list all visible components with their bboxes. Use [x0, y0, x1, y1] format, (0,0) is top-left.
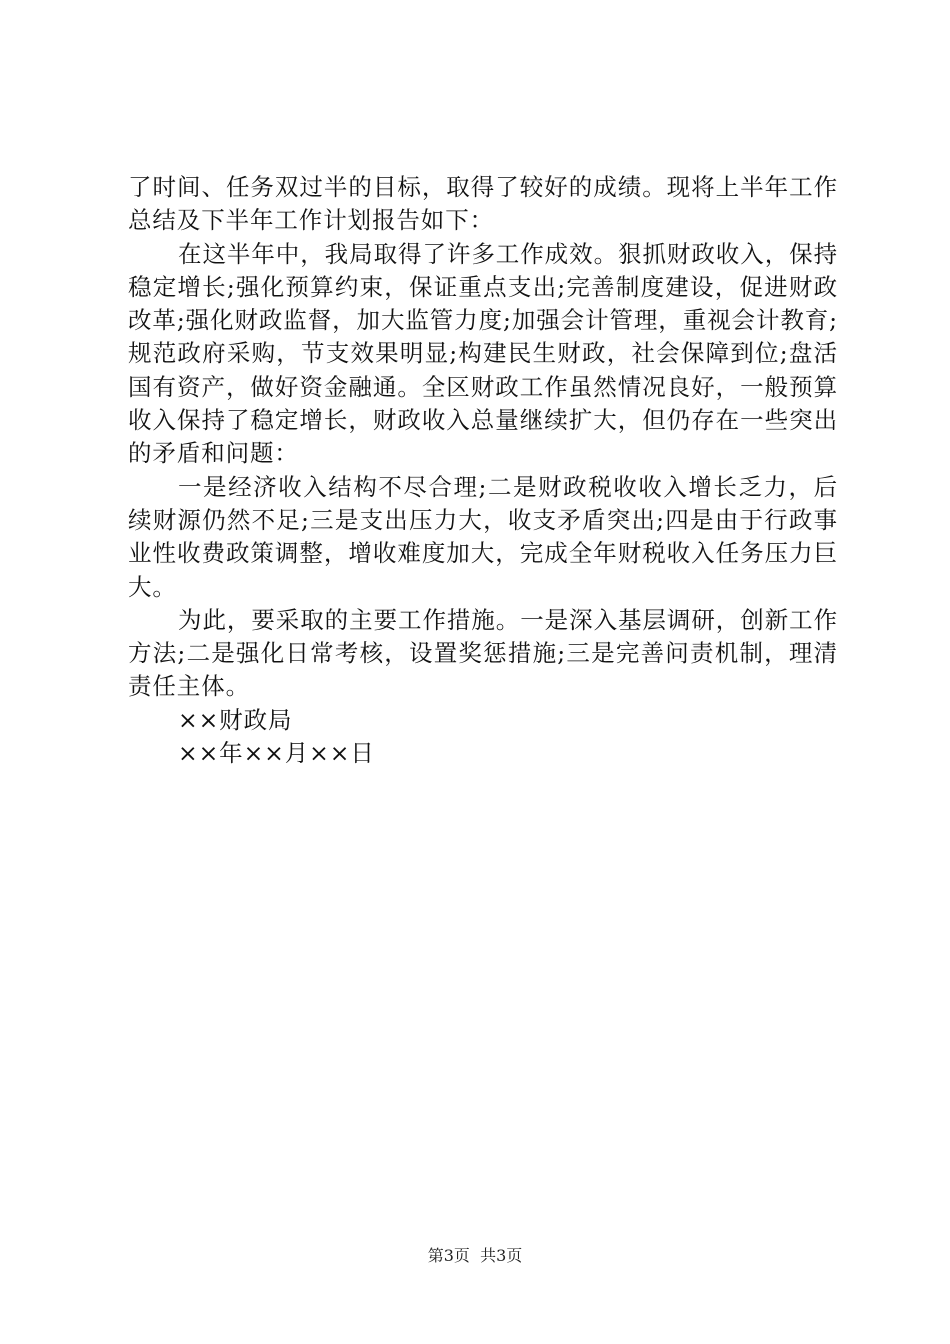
page-footer — [0, 1243, 950, 1266]
paragraph-continuation: 了时间、任务双过半的目标，取得了较好的成绩。现将上半年工作总结及下半年工作计划报告如下： — [128, 173, 838, 235]
page-number-label: 第3页 共3页 — [427, 1246, 523, 1265]
paragraph-achievements: 在这半年中，我局取得了许多工作成效。狠抓财政收入，保持稳定增长;强化预算约束，保证重点支出;完善制度建设，促进财政改革;强化财政监督，加大监管力度;加强会计管理，重视会计教育;规范政府采购，节支效果明显;构建民生财政，社会保障到位;盘活国有资产，做好资金融通。全区财政工作虽然情况良好，一般预算收入保持了稳定增长，财政收入总量继续扩大，但仍存在一些突出的矛盾和问题： — [128, 239, 838, 468]
paragraph-measures: 为此，要采取的主要工作措施。一是深入基层调研，创新工作方法;二是强化日常考核，设置奖惩措施;三是完善问责机制，理清责任主体。 — [128, 605, 838, 701]
document-body — [128, 171, 838, 770]
signature-date: ××年××月××日 — [178, 739, 375, 768]
signature-organization: ××财政局 — [178, 705, 293, 734]
paragraph-problems: 一是经济收入结构不尽合理;二是财政税收收入增长乏力，后续财源仍然不足;三是支出压力大，收支矛盾突出;四是由于行政事业性收费政策调整，增收难度加大，完成全年财税收入任务压力巨大。 — [128, 472, 838, 601]
